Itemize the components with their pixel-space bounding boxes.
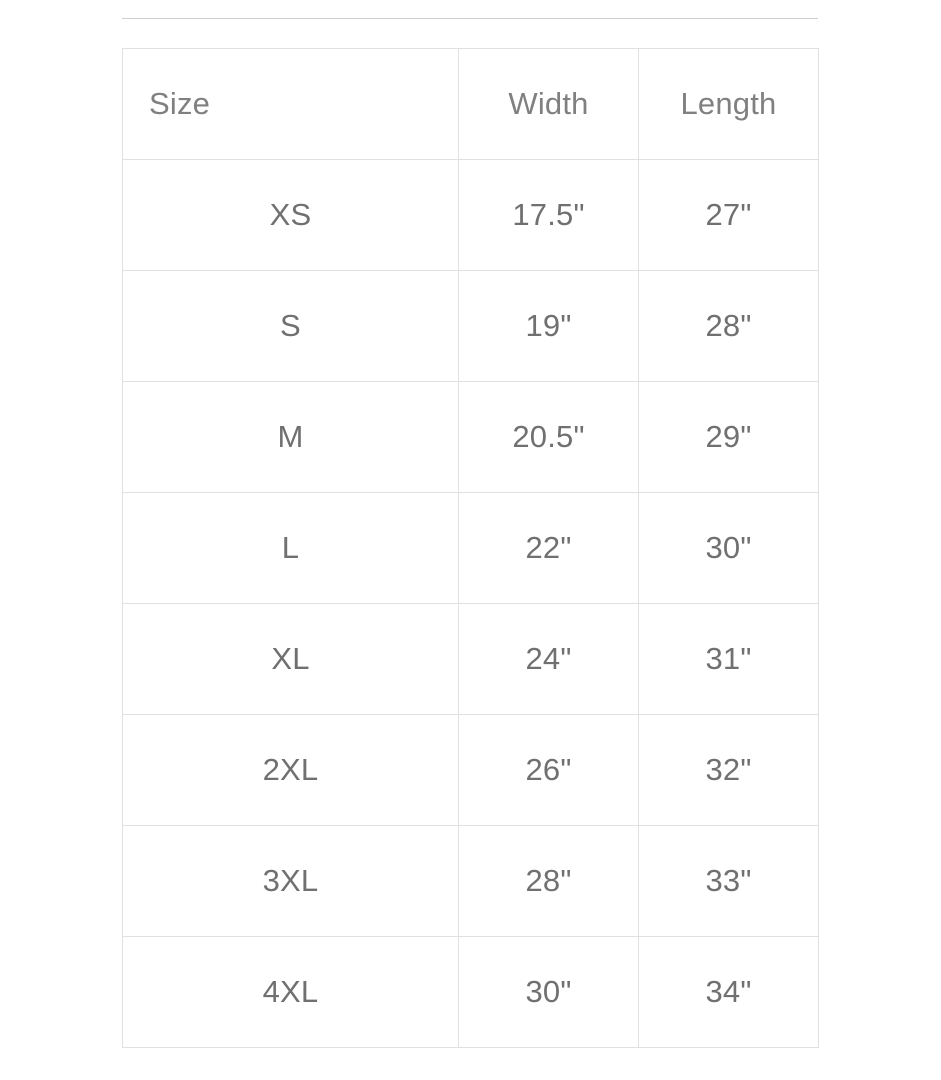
cell-size: XL [123,604,459,715]
cell-width: 30" [459,937,639,1048]
cell-length: 34" [639,937,819,1048]
table-body [123,160,819,1048]
size-chart-container [122,48,818,1048]
cell-length: 32" [639,715,819,826]
cell-size: 3XL [123,826,459,937]
table-row [123,826,819,937]
table-row [123,715,819,826]
table-header [123,49,819,160]
cell-size: L [123,493,459,604]
cell-length: 33" [639,826,819,937]
size-chart-table [122,48,819,1048]
cell-width: 17.5" [459,160,639,271]
cell-width: 24" [459,604,639,715]
column-header-length: Length [639,49,819,160]
cell-length: 29" [639,382,819,493]
column-header-width: Width [459,49,639,160]
cell-width: 28" [459,826,639,937]
horizontal-rule-divider [122,18,818,19]
cell-size: 2XL [123,715,459,826]
cell-size: XS [123,160,459,271]
cell-size: S [123,271,459,382]
cell-length: 30" [639,493,819,604]
cell-width: 20.5" [459,382,639,493]
cell-length: 28" [639,271,819,382]
cell-width: 22" [459,493,639,604]
table-row [123,604,819,715]
cell-size: 4XL [123,937,459,1048]
table-row [123,160,819,271]
cell-width: 26" [459,715,639,826]
cell-length: 31" [639,604,819,715]
table-row [123,493,819,604]
cell-size: M [123,382,459,493]
table-row [123,937,819,1048]
cell-length: 27" [639,160,819,271]
table-header-row [123,49,819,160]
column-header-size: Size [123,49,459,160]
table-row [123,271,819,382]
table-row [123,382,819,493]
cell-width: 19" [459,271,639,382]
